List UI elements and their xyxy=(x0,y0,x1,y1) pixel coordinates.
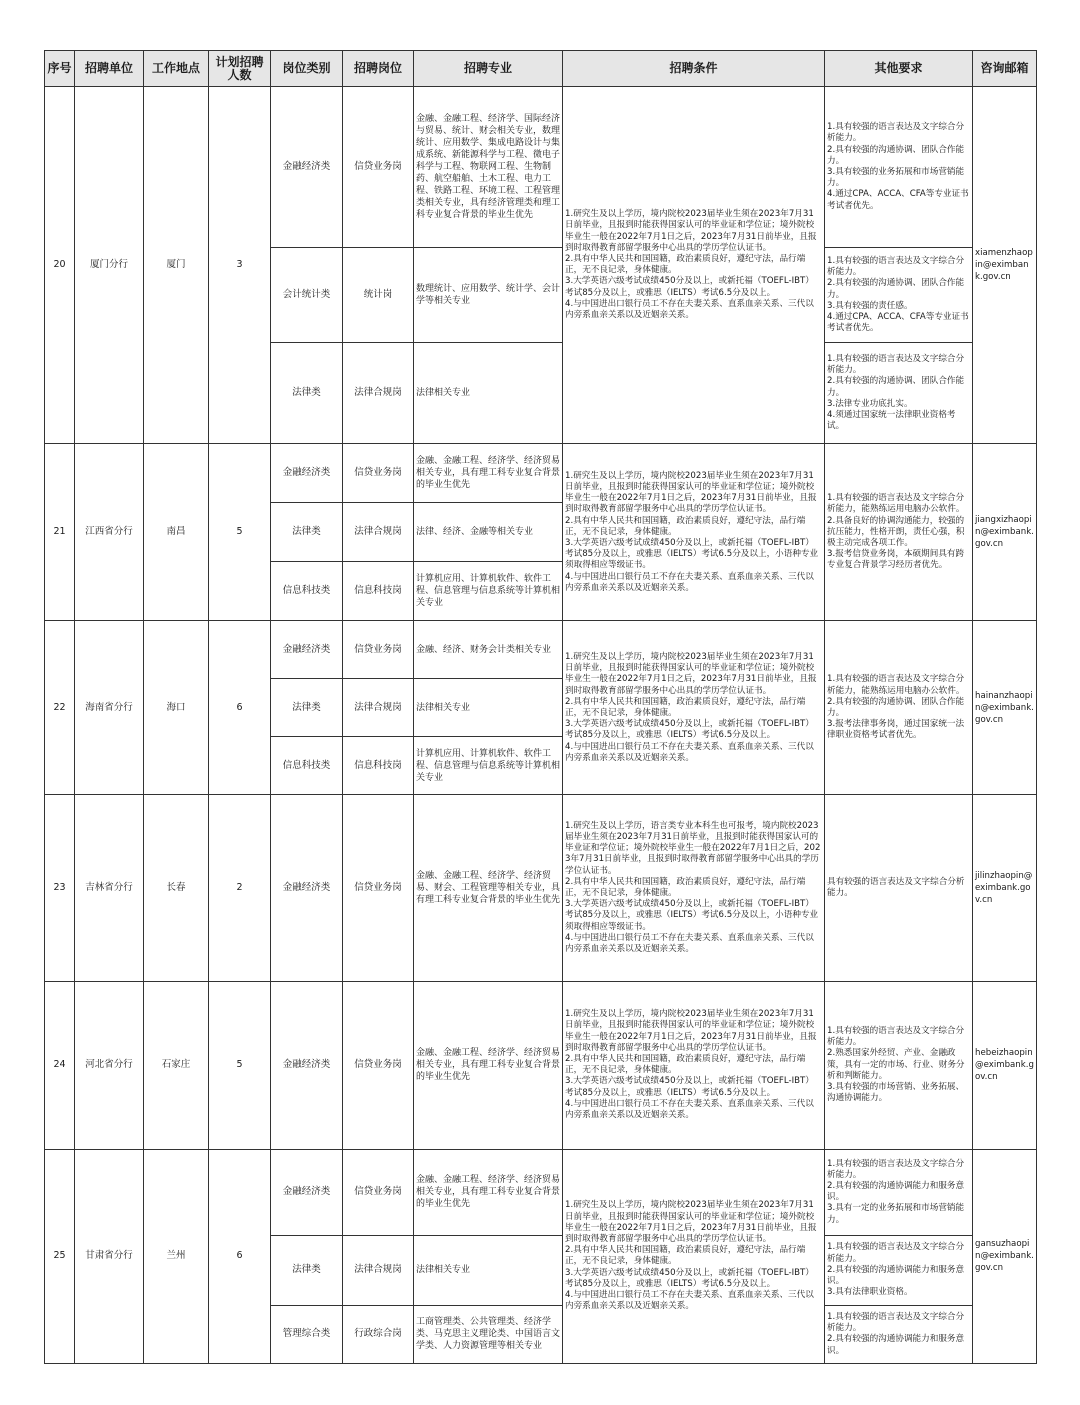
cell-category: 信息科技类 xyxy=(271,737,343,795)
cell-unit: 甘肃省分行 xyxy=(75,1149,144,1363)
cell-place: 长春 xyxy=(144,795,209,981)
cell-conditions: 1.研究生及以上学历，境内院校2023届毕业生须在2023年7月31日前毕业，且报到时能获得国家认可的毕业证和学位证；境外院校毕业生一般在2022年7月1日之后，2023年7月31日前毕业，且报到时取得教育部留学服务中心出具的学历学位认证书。 2.具有中华人民共和国国籍，政治素质良好，遵纪守法，品行端正，无不良记录，身体健康。 3.大学英语六级考试成绩450分及以上，或新托福（TOEFL-IBT）考试85分及以上，或雅思（IELTS）考试6.5分及以上，小语种专业须取得相应等级证书。 4.与中国进出口银行员工不存在夫妻关系、直系血亲关系、三代以内旁系血亲关系以及近姻亲关系。 xyxy=(563,444,825,621)
cell-email: jilinzhaopin@eximbank.gov.cn xyxy=(973,795,1037,981)
cell-major: 金融、金融工程、经济学、经济贸易相关专业，具有理工科专业复合背景的毕业生优先 xyxy=(414,1149,563,1235)
cell-other: 1.具有较强的语言表达及文字综合分析能力。 2.具有较强的沟通协调、团队合作能力。 3.具有较强的责任感。 4.通过CPA、ACCA、CFA等专业证书考试者优先。 xyxy=(825,248,973,343)
table-row xyxy=(45,795,1037,981)
cell-major: 金融、金融工程、经济学、经济贸易相关专业，具有理工科专业复合背景的毕业生优先 xyxy=(414,981,563,1149)
col-header-other: 其他要求 xyxy=(825,51,973,87)
cell-major: 工商管理类、公共管理类、经济学类、马克思主义理论类、中国语言文学类、人力资源管理等相关专业 xyxy=(414,1305,563,1363)
cell-post: 信贷业务岗 xyxy=(343,621,414,679)
cell-count: 3 xyxy=(209,87,271,444)
cell-other: 1.具有较强的语言表达及文字综合分析能力。 2.具有较强的沟通协调、团队合作能力。 3.具有较强的业务拓展和市场营销能力。 4.通过CPA、ACCA、CFA等专业证书考试者优先。 xyxy=(825,87,973,248)
cell-unit: 厦门分行 xyxy=(75,87,144,444)
cell-count: 6 xyxy=(209,621,271,795)
cell-category: 金融经济类 xyxy=(271,981,343,1149)
cell-post: 行政综合岗 xyxy=(343,1305,414,1363)
table-row xyxy=(45,444,1037,503)
cell-category: 金融经济类 xyxy=(271,621,343,679)
table-row xyxy=(45,981,1037,1149)
cell-post: 信息科技岗 xyxy=(343,562,414,621)
cell-post: 法律合规岗 xyxy=(343,503,414,562)
cell-major: 金融、金融工程、经济学、经济贸易相关专业，具有理工科专业复合背景的毕业生优先 xyxy=(414,444,563,503)
cell-other: 1.具有较强的语言表达及文字综合分析能力。 2.具有较强的沟通协调、团队合作能力。 3.法律专业功底扎实。 4.须通过国家统一法律职业资格考试。 xyxy=(825,343,973,444)
cell-no: 24 xyxy=(45,981,75,1149)
cell-email: hainanzhaopin@eximbank.gov.cn xyxy=(973,621,1037,795)
cell-unit: 吉林省分行 xyxy=(75,795,144,981)
cell-post: 法律合规岗 xyxy=(343,1235,414,1305)
cell-post: 信息科技岗 xyxy=(343,737,414,795)
cell-other: 1.具有较强的语言表达及文字综合分析能力，能熟练运用电脑办公软件。 2.具有较强的沟通协调、团队合作能力。 3.报考法律事务岗，通过国家统一法律职业资格考试者优先。 xyxy=(825,621,973,795)
cell-email: gansuzhaopin@eximbank.gov.cn xyxy=(973,1149,1037,1363)
cell-major: 计算机应用、计算机软件、软件工程、信息管理与信息系统等计算机相关专业 xyxy=(414,562,563,621)
cell-place: 南昌 xyxy=(144,444,209,621)
cell-count: 5 xyxy=(209,981,271,1149)
cell-category: 管理综合类 xyxy=(271,1305,343,1363)
cell-major: 法律相关专业 xyxy=(414,343,563,444)
cell-post: 统计岗 xyxy=(343,248,414,343)
cell-place: 石家庄 xyxy=(144,981,209,1149)
cell-major: 计算机应用、计算机软件、软件工程、信息管理与信息系统等计算机相关专业 xyxy=(414,737,563,795)
cell-count: 2 xyxy=(209,795,271,981)
cell-other: 1.具有较强的语言表达及文字综合分析能力，能熟练运用电脑办公软件。 2.具备良好的协调沟通能力，较强的抗压能力，性格开朗，责任心强，积极主动完成各项工作。 3.报考信贷业务岗，本硕期间具有跨专业复合背景学习经历者优先。 xyxy=(825,444,973,621)
cell-category: 金融经济类 xyxy=(271,87,343,248)
cell-post: 信贷业务岗 xyxy=(343,444,414,503)
table-row xyxy=(45,87,1037,248)
col-header-unit: 招聘单位 xyxy=(75,51,144,87)
cell-no: 20 xyxy=(45,87,75,444)
cell-other: 1.具有较强的语言表达及文字综合分析能力。 2.熟悉国家外经贸、产业、金融政策，具有一定的市场、行业、财务分析和判断能力。 3.具有较强的市场营销、业务拓展、沟通协调能力。 xyxy=(825,981,973,1149)
cell-no: 22 xyxy=(45,621,75,795)
cell-email: jiangxizhaopin@eximbank.gov.cn xyxy=(973,444,1037,621)
cell-category: 会计统计类 xyxy=(271,248,343,343)
col-header-category: 岗位类别 xyxy=(271,51,343,87)
cell-unit: 海南省分行 xyxy=(75,621,144,795)
cell-conditions: 1.研究生及以上学历，境内院校2023届毕业生须在2023年7月31日前毕业，且报到时能获得国家认可的毕业证和学位证；境外院校毕业生一般在2022年7月1日之后，2023年7月31日前毕业，且报到时取得教育部留学服务中心出具的学历学位认证书。 2.具有中华人民共和国国籍，政治素质良好，遵纪守法，品行端正，无不良记录，身体健康。 3.大学英语六级考试成绩450分及以上，或新托福（TOEFL-IBT）考试85分及以上，或雅思（IELTS）考试6.5分及以上。 4.与中国进出口银行员工不存在夫妻关系、直系血亲关系、三代以内旁系血亲关系以及近姻亲关系。 xyxy=(563,1149,825,1363)
col-header-major: 招聘专业 xyxy=(414,51,563,87)
cell-post: 法律合规岗 xyxy=(343,679,414,737)
cell-place: 厦门 xyxy=(144,87,209,444)
cell-post: 信贷业务岗 xyxy=(343,87,414,248)
cell-no: 21 xyxy=(45,444,75,621)
cell-major: 金融、经济、财务会计类相关专业 xyxy=(414,621,563,679)
cell-other: 1.具有较强的语言表达及文字综合分析能力。 2.具有较强的沟通协调能力和服务意识。 3.具有法律职业资格。 xyxy=(825,1235,973,1305)
cell-post: 法律合规岗 xyxy=(343,343,414,444)
col-header-no: 序号 xyxy=(45,51,75,87)
cell-category: 金融经济类 xyxy=(271,444,343,503)
cell-major: 数理统计、应用数学、统计学、会计学等相关专业 xyxy=(414,248,563,343)
cell-major: 法律相关专业 xyxy=(414,1235,563,1305)
header-row xyxy=(45,51,1037,87)
col-header-conditions: 招聘条件 xyxy=(563,51,825,87)
table-row xyxy=(45,1149,1037,1235)
cell-no: 25 xyxy=(45,1149,75,1363)
cell-other: 1.具有较强的语言表达及文字综合分析能力。 2.具有较强的沟通协调能力和服务意识。 3.具有一定的业务拓展和市场营销能力。 xyxy=(825,1149,973,1235)
cell-post: 信贷业务岗 xyxy=(343,1149,414,1235)
cell-major: 金融、金融工程、经济学、经济贸易、财会、工程管理等相关专业，具有理工科专业复合背景的毕业生优先 xyxy=(414,795,563,981)
cell-major: 法律、经济、金融等相关专业 xyxy=(414,503,563,562)
table-row xyxy=(45,621,1037,679)
recruitment-table xyxy=(44,50,1037,1364)
cell-count: 6 xyxy=(209,1149,271,1363)
cell-place: 海口 xyxy=(144,621,209,795)
cell-unit: 河北省分行 xyxy=(75,981,144,1149)
col-header-email: 咨询邮箱 xyxy=(973,51,1037,87)
col-header-post: 招聘岗位 xyxy=(343,51,414,87)
cell-other: 1.具有较强的语言表达及文字综合分析能力。 2.具有较强的沟通协调能力和服务意识。 xyxy=(825,1305,973,1363)
cell-email: xiamenzhaopin@eximbank.gov.cn xyxy=(973,87,1037,444)
cell-conditions: 1.研究生及以上学历，境内院校2023届毕业生须在2023年7月31日前毕业，且报到时能获得国家认可的毕业证和学位证；境外院校毕业生一般在2022年7月1日之后，2023年7月31日前毕业，且报到时取得教育部留学服务中心出具的学历学位认证书。 2.具有中华人民共和国国籍，政治素质良好，遵纪守法，品行端正，无不良记录，身体健康。 3.大学英语六级考试成绩450分及以上，或新托福（TOEFL-IBT）考试85分及以上，或雅思（IELTS）考试6.5分及以上。 4.与中国进出口银行员工不存在夫妻关系、直系血亲关系、三代以内旁系血亲关系以及近姻亲关系。 xyxy=(563,621,825,795)
cell-category: 信息科技类 xyxy=(271,562,343,621)
cell-post: 信贷业务岗 xyxy=(343,981,414,1149)
cell-post: 信贷业务岗 xyxy=(343,795,414,981)
cell-no: 23 xyxy=(45,795,75,981)
cell-place: 兰州 xyxy=(144,1149,209,1363)
cell-category: 金融经济类 xyxy=(271,795,343,981)
cell-conditions: 1.研究生及以上学历，语言类专业本科生也可报考，境内院校2023届毕业生须在2023年7月31日前毕业，且报到时能获得国家认可的毕业证和学位证；境外院校毕业生一般在2022年7月1日之后，2023年7月31日前毕业，且报到时取得教育部留学服务中心出具的学历学位认证书。 2.具有中华人民共和国国籍，政治素质良好，遵纪守法，品行端正，无不良记录，身体健康。 3.大学英语六级考试成绩450分及以上，或新托福（TOEFL-IBT）考试85分及以上，或雅思（IELTS）考试6.5分及以上，小语种专业须取得相应等级证书。 4.与中国进出口银行员工不存在夫妻关系、直系血亲关系、三代以内旁系血亲关系以及近姻亲关系。 xyxy=(563,795,825,981)
cell-category: 金融经济类 xyxy=(271,1149,343,1235)
cell-category: 法律类 xyxy=(271,343,343,444)
col-header-place: 工作地点 xyxy=(144,51,209,87)
cell-category: 法律类 xyxy=(271,503,343,562)
cell-count: 5 xyxy=(209,444,271,621)
cell-major: 金融、金融工程、经济学、国际经济与贸易、统计、财会相关专业，数理统计、应用数学、集成电路设计与集成系统、新能源科学与工程、微电子科学与工程、物联网工程、生物制药、航空船舶、土木工程、电力工程、铁路工程、环境工程、工程管理类相关专业，具有经济管理类和理工科专业复合背景的毕业生优先 xyxy=(414,87,563,248)
cell-unit: 江西省分行 xyxy=(75,444,144,621)
col-header-count: 计划招聘人数 xyxy=(209,51,271,87)
cell-email: hebeizhaopin@eximbank.gov.cn xyxy=(973,981,1037,1149)
cell-conditions: 1.研究生及以上学历，境内院校2023届毕业生须在2023年7月31日前毕业，且报到时能获得国家认可的毕业证和学位证；境外院校毕业生一般在2022年7月1日之后，2023年7月31日前毕业，且报到时取得教育部留学服务中心出具的学历学位认证书。 2.具有中华人民共和国国籍，政治素质良好，遵纪守法，品行端正，无不良记录，身体健康。 3.大学英语六级考试成绩450分及以上，或新托福（TOEFL-IBT）考试85分及以上，或雅思（IELTS）考试6.5分及以上。 4.与中国进出口银行员工不存在夫妻关系、直系血亲关系、三代以内旁系血亲关系以及近姻亲关系。 xyxy=(563,981,825,1149)
cell-conditions: 1.研究生及以上学历，境内院校2023届毕业生须在2023年7月31日前毕业，且报到时能获得国家认可的毕业证和学位证；境外院校毕业生一般在2022年7月1日之后，2023年7月31日前毕业，且报到时取得教育部留学服务中心出具的学历学位认证书。 2.具有中华人民共和国国籍，政治素质良好，遵纪守法，品行端正，无不良记录，身体健康。 3.大学英语六级考试成绩450分及以上，或新托福（TOEFL-IBT）考试85分及以上，或雅思（IELTS）考试6.5分及以上。 4.与中国进出口银行员工不存在夫妻关系、直系血亲关系、三代以内旁系血亲关系以及近姻亲关系。 xyxy=(563,87,825,444)
cell-other: 具有较强的语言表达及文字综合分析能力。 xyxy=(825,795,973,981)
cell-category: 法律类 xyxy=(271,1235,343,1305)
cell-major: 法律相关专业 xyxy=(414,679,563,737)
cell-category: 法律类 xyxy=(271,679,343,737)
